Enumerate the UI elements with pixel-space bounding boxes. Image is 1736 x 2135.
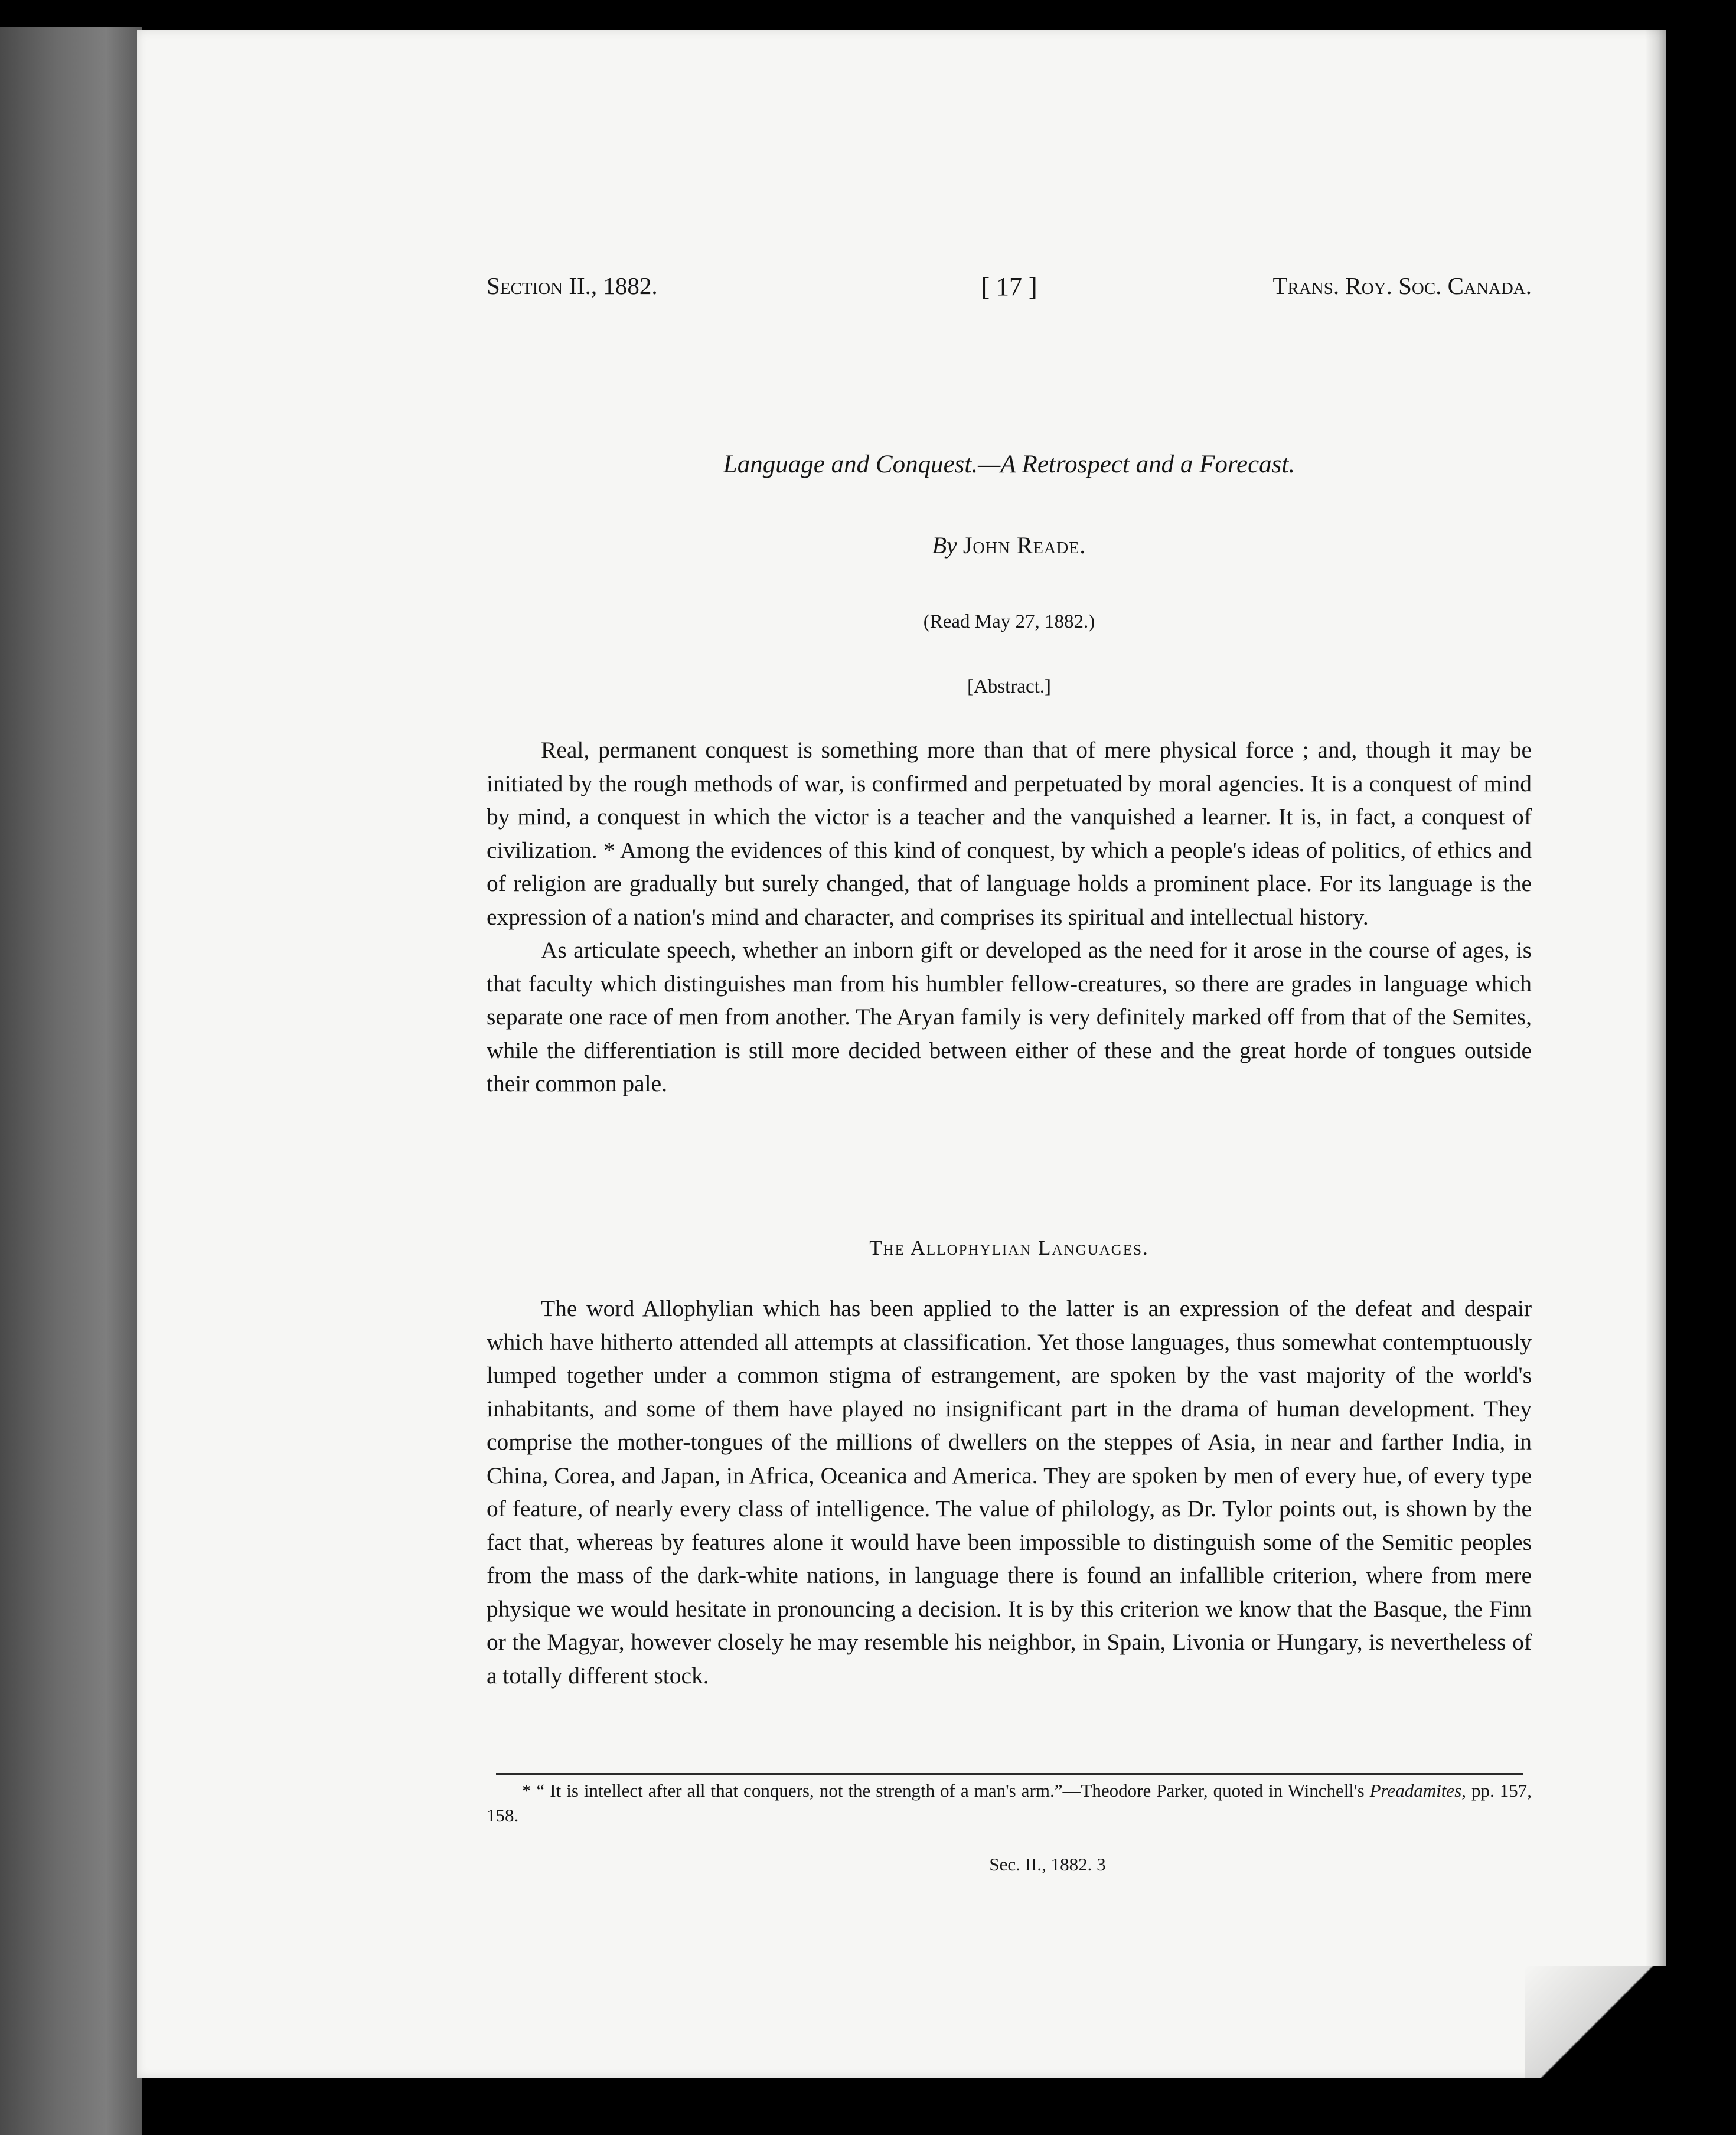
signature-mark xyxy=(487,1854,1532,1875)
author-name: John Reade. xyxy=(962,532,1086,559)
folded-corner xyxy=(1525,1966,1666,2078)
footnote xyxy=(487,1778,1532,1828)
paragraph: As articulate speech, whether an inborn gift or developed as the need for it arose in the course of ages, is that faculty which distinguishes man from his humbler fellow-creatures, so there are grades in language which separate one race of men from another. The Aryan family is very definitely marked off from that of the Semites, while the differentiation is still more decided between either of these and the great horde of tongues outside their common pale. xyxy=(487,937,1532,1096)
page-edge-shadow xyxy=(1645,30,1666,2078)
paragraph: The word Allophylian which has been applied to the latter is an expression of the defeat and despair which have hitherto attended all attempts at classification. Yet those languages, thus somewhat contemptuously lumped together under a common stigma of estrangement, are spoken by the vast majority of the world's inhabitants, and some of them have played no insignificant part in the drama of human development. They comprise the mother-tongues of the millions of dwellers on the steppes of Asia, in near and farther India, in China, Corea, and Japan, in Africa, Oceanica and America. They are spoken by men of every hue, of every type of feature, of nearly every class of intelligence. The value of philology, as Dr. Tylor points out, is shown by the fact that, whereas by features alone it would have been impossible to distinguish some of the Semitic peoples from the mass of the dark-white nations, in language there is found an infallible criterion, where from mere physique we would hesitate in pronouncing a decision. It is by this criterion we know that the Basque, the Finn or the Magyar, however closely he may resemble his neighbor, in Spain, Livonia or Hungary, is nevertheless of a totally different stock. xyxy=(487,1295,1532,1689)
section-heading: The Allophylian Languages. xyxy=(869,1236,1149,1259)
footnote-text xyxy=(487,1778,1532,1828)
footnote-rule xyxy=(496,1773,1523,1775)
body-text-section xyxy=(487,1292,1532,1692)
scanner-background-strip xyxy=(0,27,142,2135)
signature-text: Sec. II., 1882. 3 xyxy=(989,1854,1106,1875)
read-date: (Read May 27, 1882.) xyxy=(923,611,1095,632)
byline xyxy=(487,531,1532,559)
running-head-journal: Trans. Roy. Soc. Canada. xyxy=(1272,272,1532,299)
footnote-tail: , pp. 157, 158. xyxy=(487,1780,1532,1826)
footnote-cited-work: Preadamites xyxy=(1369,1780,1462,1801)
footnote-lead: * “ It is intellect after all that conquers, not the strength of a man's arm.”—Theodore Parker, quoted in Winchell's xyxy=(522,1780,1370,1801)
page-number: [ 17 ] xyxy=(981,272,1037,301)
running-head-section: Section II., 1882. xyxy=(487,272,658,299)
paper-page xyxy=(137,30,1666,2078)
byline-prefix: By xyxy=(932,532,957,559)
article-title: Language and Conquest.—A Retrospect and a Forecast. xyxy=(723,450,1296,478)
body-text-intro xyxy=(487,733,1532,1101)
abstract-label: [Abstract.] xyxy=(967,676,1052,697)
paragraph: Real, permanent conquest is something more than that of mere physical force ; and, though it may be initiated by the rough methods of war, is confirmed and perpetuated by moral agencies. It is a conquest of mind by mind, a conquest in which the victor is a teacher and the vanquished a learner. It is, in fact, a conquest of civilization. * Among the evidences of this kind of conquest, by which a people's ideas of politics, of ethics and of religion are gradually but surely changed, that of language holds a prominent place. For its language is the expression of a nation's mind and character, and comprises its spiritual and intellectual history. xyxy=(487,737,1532,930)
running-head xyxy=(487,272,1532,307)
